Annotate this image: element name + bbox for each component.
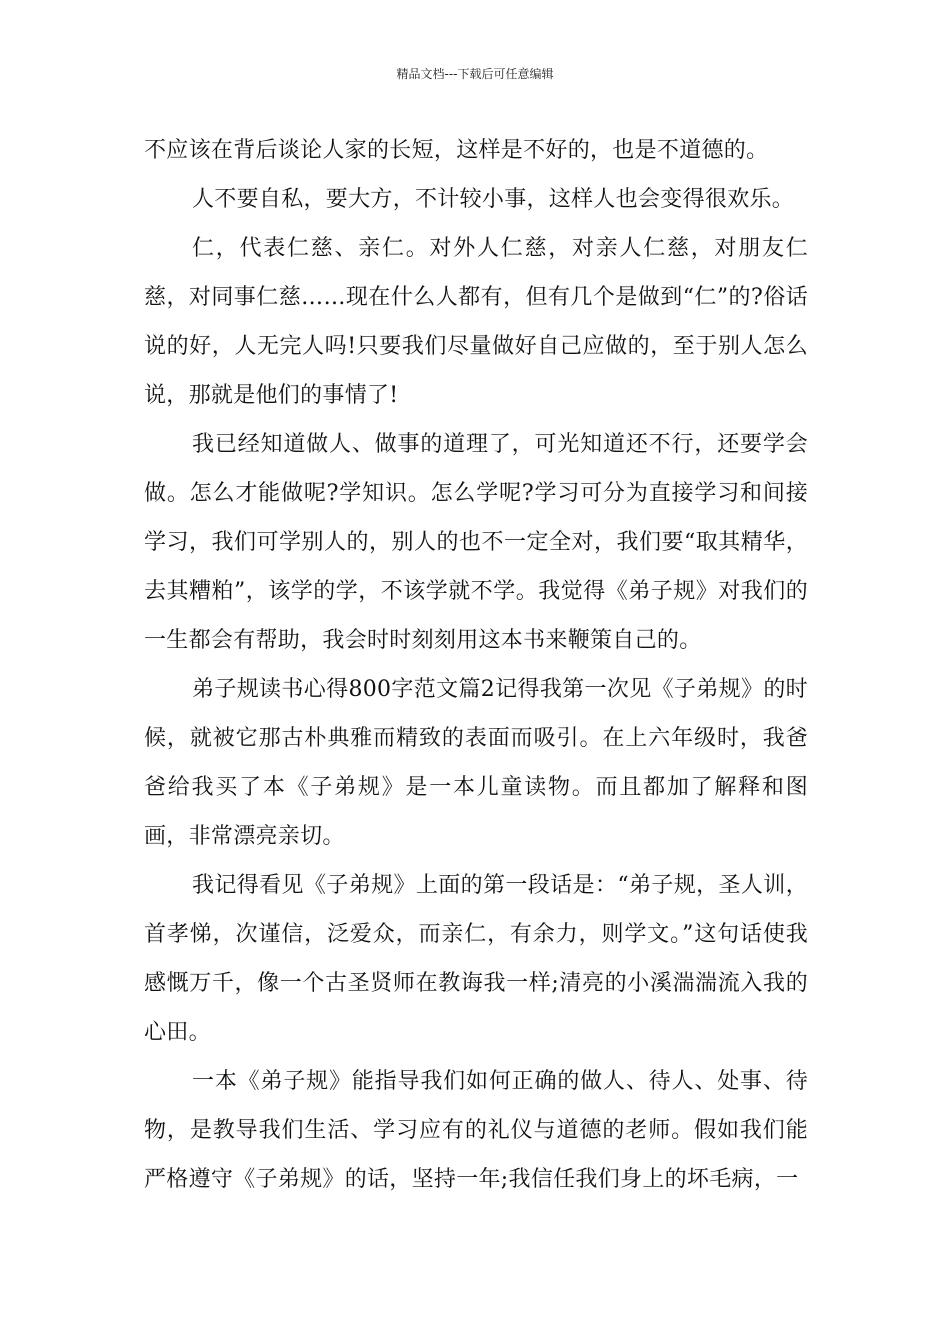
paragraph-2: 人不要自私，要大方，不计较小事，这样人也会变得很欢乐。 — [192, 187, 795, 212]
paragraph-3: 仁，代表仁慈、亲仁。对外人仁慈，对亲人仁慈，对朋友仁慈，对同事仁慈……现在什么人都有，但有几个是做到“仁”的?俗话说的好，人无完人吗!只要我们尽量做好自己应做的，至于别人怎么说，那就是他们的事情了! — [144, 236, 808, 408]
paragraph-7: 一本《弟子规》能指导我们如何正确的做人、待人、处事、待物，是教导我们生活、学习应有的礼仪与道德的老师。假如我们能严格遵守《子弟规》的话，坚持一年;我信任我们身上的坏毛病，一 — [144, 1069, 808, 1192]
paragraph-6: 我记得看见《子弟规》上面的第一段话是：“弟子规，圣人训，首孝悌，次谨信，泛爱众，而亲仁，有余力，则学文。”这句话使我感慨万千，像一个古圣贤师在教诲我一样;清亮的小溪湍湍流入我的心田。 — [144, 873, 808, 1045]
paragraph-1: 不应该在背后谈论人家的长短，这样是不好的，也是不道德的。 — [144, 138, 769, 163]
page-header: 精品文档---下载后可任意编辑 — [396, 67, 554, 81]
paragraph-4: 我已经知道做人、做事的道理了，可光知道还不行，还要学会做。怎么才能做呢?学知识。怎么学呢?学习可分为直接学习和间接学习，我们可学别人的，别人的也不一定全对，我们要“取其精华，去其糟粕”，该学的学，不该学就不学。我觉得《弟子规》对我们的一生都会有帮助，我会时时刻刻用这本书来鞭策自己的。 — [144, 432, 808, 653]
paragraph-5: 弟子规读书心得800字范文篇2记得我第一次见《子弟规》的时候，就被它那古朴典雅而精致的表面而吸引。在上六年级时，我爸爸给我买了本《子弟规》是一本儿童读物。而且都加了解释和图画，非常漂亮亲切。 — [144, 677, 808, 849]
document-body — [144, 126, 808, 1204]
